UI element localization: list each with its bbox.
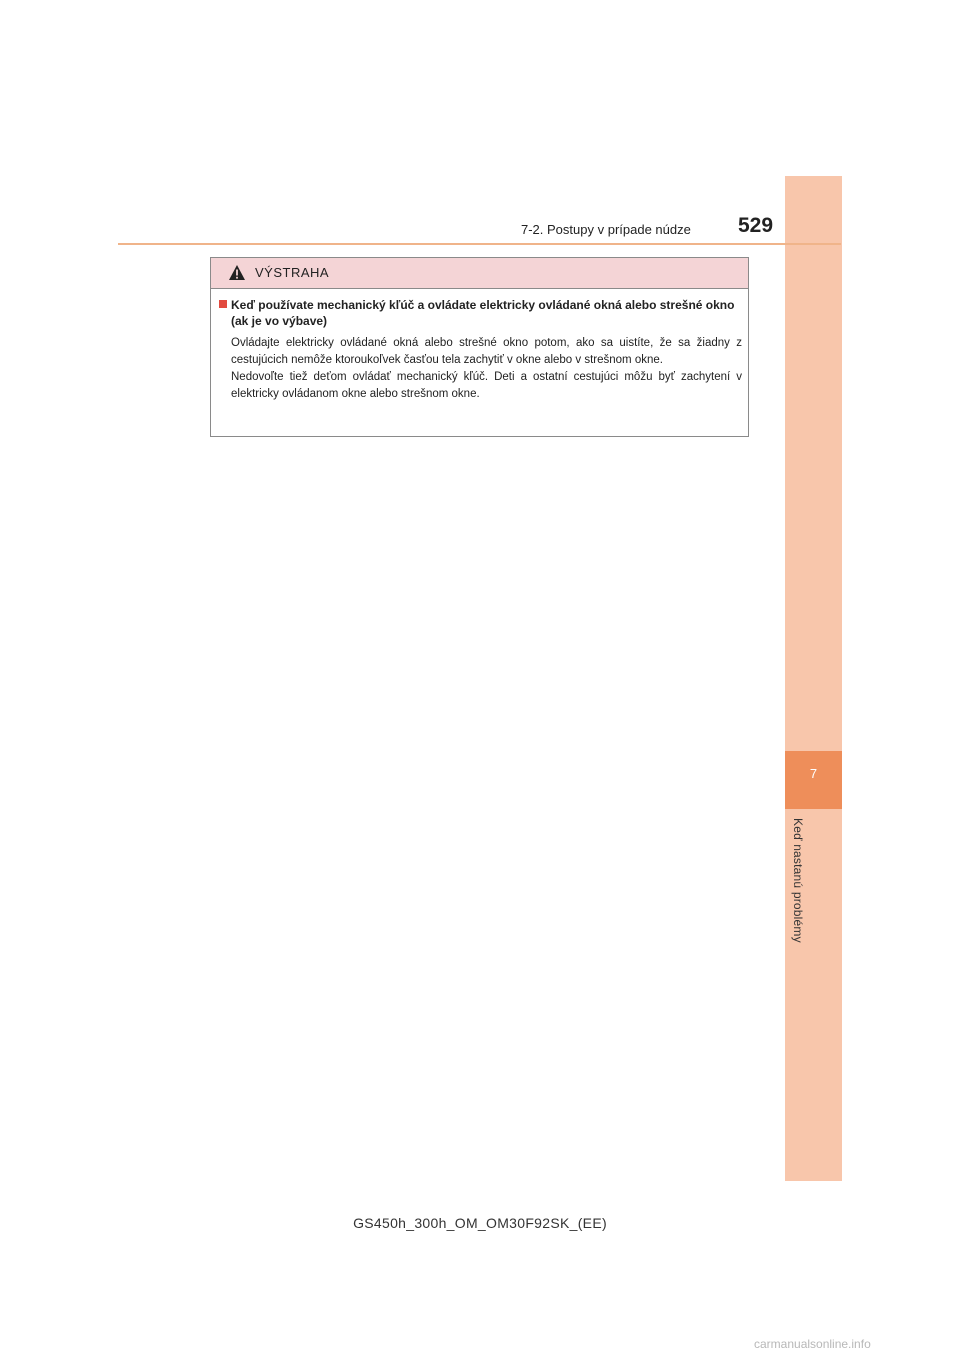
chapter-title-label: Keď nastanú problémy [791,818,805,943]
warning-item-text [219,335,742,403]
chapter-sidebar [785,176,842,1181]
warning-body [211,289,748,403]
header-divider [118,243,841,245]
warning-header [211,258,748,289]
bullet-square-icon [219,300,227,308]
warning-paragraph: Ovládajte elektricky ovládané okná alebo strešné okno potom, ako sa uistíte, že sa žiadny z cestujúcich nemôže ktoroukoľvek časťou tela zachytiť v okne alebo v strešnom okne. [231,337,742,366]
warning-paragraph: Nedovoľte tiež deťom ovládať mechanický kľúč. Deti a ostatní cestujúci môžu byť zachytení v elektricky ovládanom okne alebo strešnom okne. [231,371,742,400]
warning-item-heading [219,297,742,329]
warning-title: VÝSTRAHA [255,265,330,280]
chapter-number-tab[interactable]: 7 [785,751,842,809]
watermark: carmanualsonline.info [754,1337,871,1351]
model-code: GS450h_300h_OM_OM30F92SK_(EE) [353,1215,607,1231]
warning-triangle-icon [228,264,246,281]
warning-heading-text: Keď používate mechanický kľúč a ovládate elektricky ovládané okná alebo strešné okno (ak je vo výbave) [231,298,735,328]
section-title: 7-2. Postupy v prípade núdze [521,222,691,237]
page-number: 529 [738,214,774,237]
warning-box [210,257,749,437]
